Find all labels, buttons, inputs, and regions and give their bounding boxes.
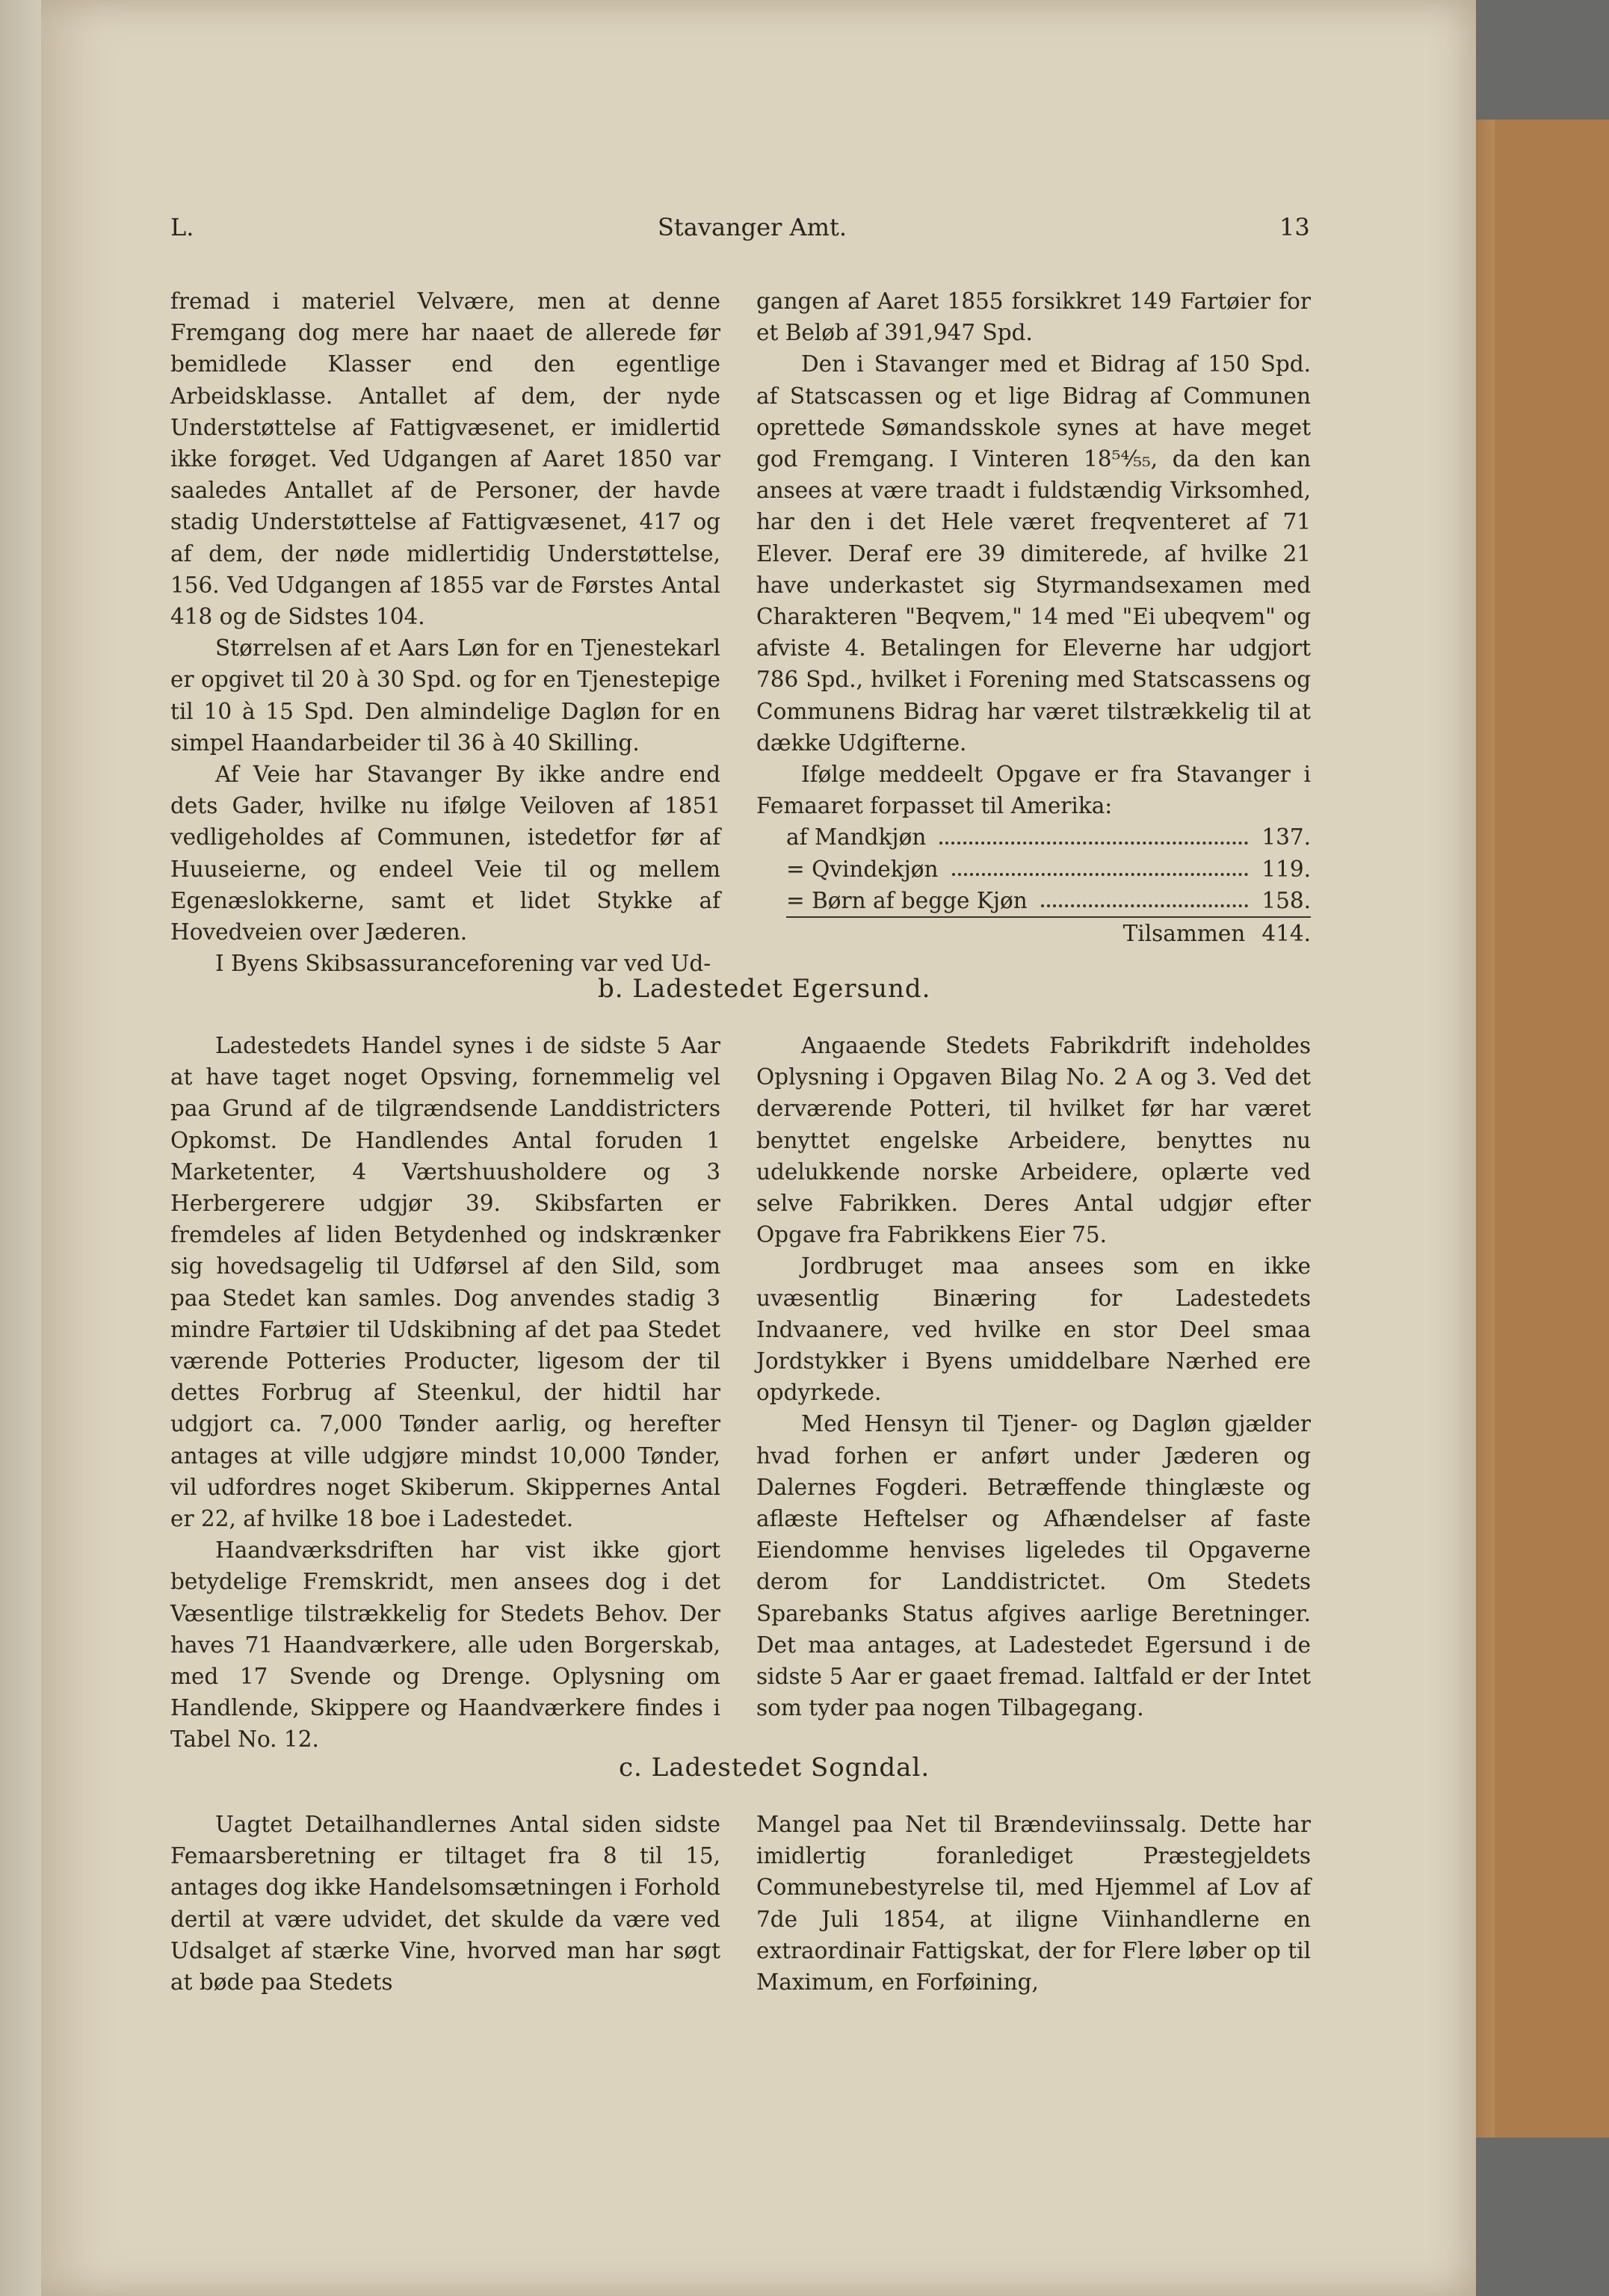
page-number: 13 [1279,213,1310,241]
emigration-value: 119. [1261,856,1311,882]
section-c-column-1 [170,1809,720,1998]
leader-dots [952,854,1249,876]
paragraph: Angaaende Stedets Fabrikdrift indeholdes Oplysning i Opgaven Bilag No. 2 A og 3. Ved det derværende Potteri, til hvilket før har været benyttet engelske Arbeidere, benyttes nu udelukkende norske Arbeidere, oplærte ved selve Fabrikken. Deres Antal udgjør efter Opgave fra Fabrikkens Eier 75. [756,1033,1311,1248]
emigration-row [786,854,1311,885]
emigration-table [756,821,1311,949]
paragraph: Størrelsen af et Aars Løn for en Tjenestekarl er opgivet til 20 à 30 Spd. og for en Tjenestepige til 10 à 15 Spd. Den almindelige Dagløn for en simpel Haandarbeider til 36 à 40 Skilling. [170,635,720,756]
paragraph: gangen af Aaret 1855 forsikkret 149 Fartøier for et Beløb af 391,947 Spd. [756,288,1311,346]
leader-dots [939,821,1248,844]
leader-dots [1041,885,1249,907]
section-c-heading: c. Ladestedet Sogndal. [619,1753,930,1783]
emigration-row [786,821,1311,853]
header-section-letter: L. [170,213,194,241]
emigration-label: af Mandkjøn [786,824,927,851]
section-b-heading: b. Ladestedet Egersund. [598,974,931,1004]
paragraph: Ladestedets Handel synes i de sidste 5 Aar at have taget noget Opsving, fornemmelig vel paa Grund af de tilgrændsende Landdistricters Opkomst. De Handlendes Antal foruden 1 Marketenter, 4 Værtshuusholdere og 3 Herbergerere udgjør 39. Skibsfarten er fremdeles af liden Betydenhed og indskrænker sig hovedsagelig til Udførsel af den Sild, som paa Stedet kan samles. Dog anvendes stadig 3 mindre Fartøier til Udskibning af det paa Stedet værende Potteries Producter, ligesom der til dettes Forbrug af Steenkul, der hidtil har udgjort ca. 7,000 Tønder aarlig, og herefter antages at ville udgjøre mindst 10,000 Tønder, vil udfordres noget Skiberum. Skippernes Antal er 22, af hvilke 18 boe i Ladestedet. [170,1033,720,1532]
emigration-label: = Børn af begge Kjøn [786,887,1028,913]
emigration-value: 158. [1261,887,1311,913]
paragraph: I Byens Skibsassuranceforening var ved Ud- [215,951,711,977]
total-label: Tilsammen [1122,921,1246,947]
section-a-column-2 [756,286,1311,949]
paragraph: Mangel paa Net til Brændeviinssalg. Dette har imidlertig foranlediget Præstegjeldets Communebestyrelse til, med Hjemmel af Lov af 7de Juli 1854, at iligne Viinhandlerne en extraordinair Fattigskat, der for Flere løber op til Maximum, en Forføining, [756,1812,1311,1996]
paragraph: Jordbruget maa ansees som en ikke uvæsentlig Binæring for Ladestedets Indvaanere, ved hvilke en stor Deel smaa Jordstykker i Byens umiddelbare Nærhed ere opdyrkede. [756,1253,1311,1406]
section-a-column-1 [170,286,720,979]
total-value: 414. [1261,921,1311,947]
emigration-label: = Qvindekjøn [786,856,939,882]
paragraph: fremad i materiel Velvære, men at denne Fremgang dog mere har naaet de allerede før bemidlede Klasser end den egentlige Arbeidsklasse. Antallet af dem, der nyde Understøttelse af Fattigvæsenet, er imidlertid ikke forøget. Ved Udgangen af Aaret 1850 var saaledes Antallet af de Personer, der havde stadig Understøttelse af Fattigvæsenet, 417 og af dem, der nøde midlertidig Understøttelse, 156. Ved Udgangen af 1855 var de Førstes Antal 418 og de Sidstes 104. [170,288,720,630]
emigration-total-row [786,918,1311,949]
section-b-column-2 [756,1030,1311,1723]
emigration-row [786,885,1311,918]
section-b-column-1 [170,1030,720,1756]
paragraph: Uagtet Detailhandlernes Antal siden sidste Femaarsberetning er tiltaget fra 8 til 15, antages dog ikke Handelsomsætningen i Forhold dertil at være udvidet, det skulde da være ved Udsalget af stærke Vine, hvorved man har søgt at bøde paa Stedets [170,1812,720,1996]
section-c-column-2 [756,1809,1311,1998]
paragraph: Med Hensyn til Tjener- og Dagløn gjælder hvad forhen er anført under Jæderen og Dalernes Fogderi. Betræffende thinglæste og aflæste Heftelser og Afhændelser af faste Eiendomme henvises ligeledes til Opgaverne derom for Landdistrictet. Om Stedets Sparebanks Status afgives aarlige Beretninger. Det maa antages, at Ladestedet Egersund i de sidste 5 Aar er gaaet fremad. Ialtfald er der Intet som tyder paa nogen Tilbagegang. [756,1411,1311,1721]
paragraph: Af Veie har Stavanger By ikke andre end dets Gader, hvilke nu ifølge Veiloven af 1851 vedligeholdes af Communen, istedetfor før af Huuseierne, og endeel Veie til og mellem Egenæslokkerne, samt et lidet Stykke af Hovedveien over Jæderen. [170,762,720,945]
paragraph: Haandværksdriften har vist ikke gjort betydelige Fremskridt, men ansees dog i det Væsentlige tilstrækkelig for Stedets Behov. Der haves 71 Haandværkere, alle uden Borgerskab, med 17 Svende og Drenge. Oplysning om Handlende, Skippere og Haandværkere findes i Tabel No. 12. [170,1537,720,1753]
paragraph: Den i Stavanger med et Bidrag af 150 Spd. af Statscassen og et lige Bidrag af Communen oprettede Sømandsskole synes at have meget god Fremgang. I Vinteren 18⁵⁴⁄₅₅, da den kan ansees at være traadt i fuldstændig Virksomhed, har den i det Hele været freqventeret af 71 Elever. Deraf ere 39 dimiterede, af hvilke 21 have underkastet sig Styrmandsexamen med Charakteren "Beqvem," 14 med "Ei ubeqvem" og afviste 4. Betalingen for Eleverne har udgjort 786 Spd., hvilket i Forening med Statscassens og Communens Bidrag har været tilstrækkelig til at dække Udgifterne. [756,351,1311,756]
paragraph: Ifølge meddeelt Opgave er fra Stavanger i Femaaret forpasset til Amerika: [756,762,1311,819]
emigration-value: 137. [1261,824,1311,851]
header-title: Stavanger Amt. [658,213,847,241]
